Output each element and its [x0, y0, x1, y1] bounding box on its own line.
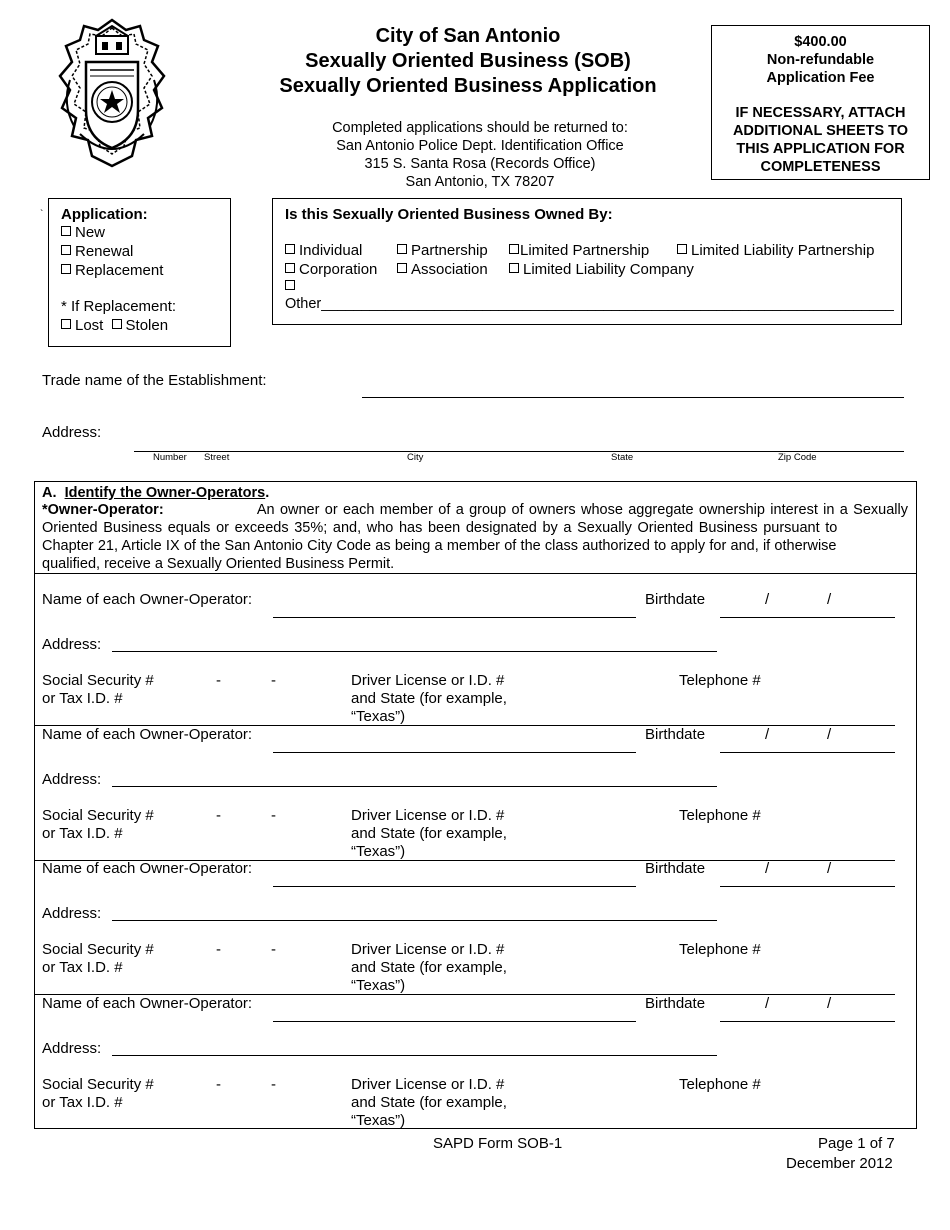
owner-4-dl-label-2: and State (for example,: [351, 1094, 507, 1111]
section-a-heading: A. Identify the Owner-Operators.: [42, 485, 270, 501]
page-title-city: City of San Antonio: [375, 25, 561, 47]
fee-note-2: ADDITIONAL SHEETS TO: [732, 123, 909, 139]
owner-other[interactable]: Other_______________________________________________________________________: [285, 296, 894, 312]
owner-2-birthdate-input[interactable]: [720, 752, 895, 753]
owner-1-ssn-dash-1[interactable]: -: [216, 672, 221, 689]
definition-line-3: Chapter 21, Article IX of the San Antonio City Code as being a member of the class authorized to apply for and, if otherwise: [42, 538, 837, 554]
owner-1-name-label: Name of each Owner-Operator:: [42, 591, 253, 608]
checkbox-association[interactable]: [397, 263, 407, 273]
option-new[interactable]: New: [61, 224, 105, 242]
owner-3-dl-label-3: “Texas”): [351, 977, 406, 994]
checkbox-new[interactable]: [61, 226, 71, 236]
owner-2-dl-label-3: “Texas”): [351, 843, 406, 860]
owner-4-ssn-dash-2[interactable]: -: [271, 1076, 276, 1093]
page-title-block: [250, 24, 686, 99]
page-title-application: Sexually Oriented Business Application: [279, 75, 657, 97]
stray-mark: `: [40, 209, 44, 220]
owner-1-birthdate-slash-1: /: [765, 591, 770, 608]
section-a-frame: [34, 481, 917, 1129]
owner-2-birthdate-slash-2: /: [827, 726, 832, 743]
owner-4-dl-label-1: Driver License or I.D. #: [351, 1076, 505, 1093]
owner-operator-definition: [42, 501, 908, 573]
owner-2-address-input[interactable]: [112, 786, 717, 787]
owner-2-name-input[interactable]: [273, 752, 636, 753]
checkbox-lost[interactable]: [61, 319, 71, 329]
owner-1-birthdate-input[interactable]: [720, 617, 895, 618]
owner-2-phone-input[interactable]: [351, 860, 895, 861]
application-heading: Application:: [61, 206, 148, 223]
footer-date: December 2012: [786, 1155, 893, 1172]
owner-3-birthdate-input[interactable]: [720, 886, 895, 887]
fee-note-3: THIS APPLICATION FOR: [736, 141, 905, 157]
owner-3-address-input[interactable]: [112, 920, 717, 921]
owner-1-address-input[interactable]: [112, 651, 717, 652]
option-renewal[interactable]: Renewal: [61, 243, 133, 261]
owner-2-dl-label-2: and State (for example,: [351, 825, 507, 842]
owner-2-ssn-dash-1[interactable]: -: [216, 807, 221, 824]
seal-emblem-icon: [52, 14, 172, 174]
owner-2-address-label: Address:: [42, 771, 102, 788]
addr-caption-city: City: [407, 452, 424, 463]
section-a-title: Identify the Owner-Operators: [64, 485, 266, 501]
owner-3-phone-input[interactable]: [351, 994, 895, 995]
trade-name-label: Trade name of the Establishment:: [42, 372, 267, 389]
owner-individual[interactable]: Individual: [285, 242, 362, 260]
definition-line-1: An owner or each member of a group of owners whose aggregate ownership interest in a Sexually: [256, 502, 908, 518]
owner-3-birthdate-slash-1: /: [765, 860, 770, 877]
owner-4-ssn-label-1: Social Security #: [42, 1076, 154, 1093]
footer-form-id: SAPD Form SOB-1: [433, 1135, 563, 1152]
owner-2-ssn-dash-2[interactable]: -: [271, 807, 276, 824]
checkbox-renewal[interactable]: [61, 245, 71, 255]
checkbox-individual[interactable]: [285, 244, 295, 254]
return-line-3: 315 S. Santa Rosa (Records Office): [364, 156, 596, 172]
owner-llp[interactable]: Limited Liability Partnership: [677, 242, 874, 260]
addr-caption-state: State: [611, 452, 634, 463]
owner-3-dl-label-2: and State (for example,: [351, 959, 507, 976]
addr-caption-street: Street: [204, 452, 230, 463]
return-address: [262, 119, 698, 191]
checkbox-replacement[interactable]: [61, 264, 71, 274]
owner-4-phone-label: Telephone #: [679, 1076, 761, 1093]
lost-label: Lost: [75, 317, 104, 334]
fee-note-4: COMPLETENESS: [760, 159, 881, 175]
owner-limited-partnership[interactable]: Limited Partnership: [509, 242, 649, 260]
owned-by-box: [272, 198, 902, 325]
city-seal: [52, 14, 172, 174]
owner-2-ssn-label-1: Social Security #: [42, 807, 154, 824]
owner-3-birthdate-label: Birthdate: [645, 860, 706, 877]
owner-3-name-input[interactable]: [273, 886, 636, 887]
owner-1-address-label: Address:: [42, 636, 102, 653]
owner-3-ssn-dash-2[interactable]: -: [271, 941, 276, 958]
owner-3-ssn-label-1: Social Security #: [42, 941, 154, 958]
owner-4-address-label: Address:: [42, 1040, 102, 1057]
checkbox-llc[interactable]: [509, 263, 519, 273]
owner-1-ssn-label-2: or Tax I.D. #: [42, 690, 123, 707]
owner-corporation[interactable]: Corporation: [285, 261, 377, 279]
owned-by-heading: Is this Sexually Oriented Business Owned By:: [285, 206, 613, 223]
owner-other-checkbox-row: [285, 278, 299, 296]
fee-box: [711, 25, 930, 180]
owner-1-dl-label-3: “Texas”): [351, 708, 406, 725]
definition-term: *Owner-Operator:: [42, 502, 164, 518]
establishment-address-label: Address:: [42, 424, 102, 441]
owner-1-ssn-label-1: Social Security #: [42, 672, 154, 689]
owner-1-dl-label-1: Driver License or I.D. #: [351, 672, 505, 689]
owner-association[interactable]: Association: [397, 261, 488, 279]
owner-2-dl-label-1: Driver License or I.D. #: [351, 807, 505, 824]
return-line-1: Completed applications should be returned to:: [332, 120, 628, 136]
owner-1-name-input[interactable]: [273, 617, 636, 618]
fee-amount: $400.00: [794, 34, 847, 50]
owner-4-birthdate-slash-2: /: [827, 995, 832, 1012]
owner-1-birthdate-label: Birthdate: [645, 591, 706, 608]
definition-line-2: Oriented Business equals or exceeds 35%; and, who has been designated by a Sexually Oriented Business pursuant to: [42, 520, 838, 536]
owner-4-birthdate-input[interactable]: [720, 1021, 895, 1022]
owner-4-ssn-label-2: or Tax I.D. #: [42, 1094, 123, 1111]
owner-3-phone-label: Telephone #: [679, 941, 761, 958]
fee-note-1: IF NECESSARY, ATTACH: [735, 105, 906, 121]
owner-4-address-input[interactable]: [112, 1055, 717, 1056]
owner-2-phone-label: Telephone #: [679, 807, 761, 824]
owner-2-name-label: Name of each Owner-Operator:: [42, 726, 253, 743]
owner-1-phone-label: Telephone #: [679, 672, 761, 689]
checkbox-llp[interactable]: [677, 244, 687, 254]
owner-2-birthdate-slash-1: /: [765, 726, 770, 743]
owner-3-birthdate-slash-2: /: [827, 860, 832, 877]
owner-llc[interactable]: Limited Liability Company: [509, 261, 694, 279]
stolen-label: Stolen: [125, 317, 169, 334]
checkbox-partnership[interactable]: [397, 244, 407, 254]
owner-3-ssn-dash-1[interactable]: -: [216, 941, 221, 958]
owner-1-phone-input[interactable]: [351, 725, 895, 726]
checkbox-limited-partnership[interactable]: [509, 244, 519, 254]
owner-4-ssn-dash-1[interactable]: -: [216, 1076, 221, 1093]
fee-label: Application Fee: [766, 70, 875, 86]
owner-4-name-label: Name of each Owner-Operator:: [42, 995, 253, 1012]
footer-page-number: Page 1 of 7: [818, 1135, 895, 1152]
section-a-divider: [34, 573, 917, 574]
trade-name-input[interactable]: [362, 397, 904, 398]
owner-1-dl-label-2: and State (for example,: [351, 690, 507, 707]
owner-4-name-input[interactable]: [273, 1021, 636, 1022]
owner-4-birthdate-label: Birthdate: [645, 995, 706, 1012]
option-lost-stolen: [61, 317, 168, 335]
option-replacement[interactable]: Replacement: [61, 262, 163, 280]
owner-partnership[interactable]: Partnership: [397, 242, 488, 260]
addr-caption-number: Number: [153, 452, 187, 463]
if-replacement-label: * If Replacement:: [61, 298, 177, 315]
checkbox-stolen[interactable]: [112, 319, 122, 329]
checkbox-corporation[interactable]: [285, 263, 295, 273]
checkbox-other[interactable]: [285, 280, 295, 290]
owner-3-dl-label-1: Driver License or I.D. #: [351, 941, 505, 958]
owner-4-dl-label-3: “Texas”): [351, 1112, 406, 1129]
owner-3-ssn-label-2: or Tax I.D. #: [42, 959, 123, 976]
application-type-box: [48, 198, 231, 347]
owner-3-address-label: Address:: [42, 905, 102, 922]
page-title-sob: Sexually Oriented Business (SOB): [305, 50, 631, 72]
return-line-2: San Antonio Police Dept. Identification Office: [336, 138, 624, 154]
owner-1-birthdate-slash-2: /: [827, 591, 832, 608]
addr-caption-zip: Zip Code: [778, 452, 817, 463]
owner-4-birthdate-slash-1: /: [765, 995, 770, 1012]
fee-non-refundable: Non-refundable: [766, 52, 875, 68]
definition-line-4: qualified, receive a Sexually Oriented Business Permit.: [42, 556, 395, 572]
owner-3-name-label: Name of each Owner-Operator:: [42, 860, 253, 877]
return-line-4: San Antonio, TX 78207: [405, 174, 555, 190]
owner-1-ssn-dash-2[interactable]: -: [271, 672, 276, 689]
owner-2-birthdate-label: Birthdate: [645, 726, 706, 743]
owner-2-ssn-label-2: or Tax I.D. #: [42, 825, 123, 842]
